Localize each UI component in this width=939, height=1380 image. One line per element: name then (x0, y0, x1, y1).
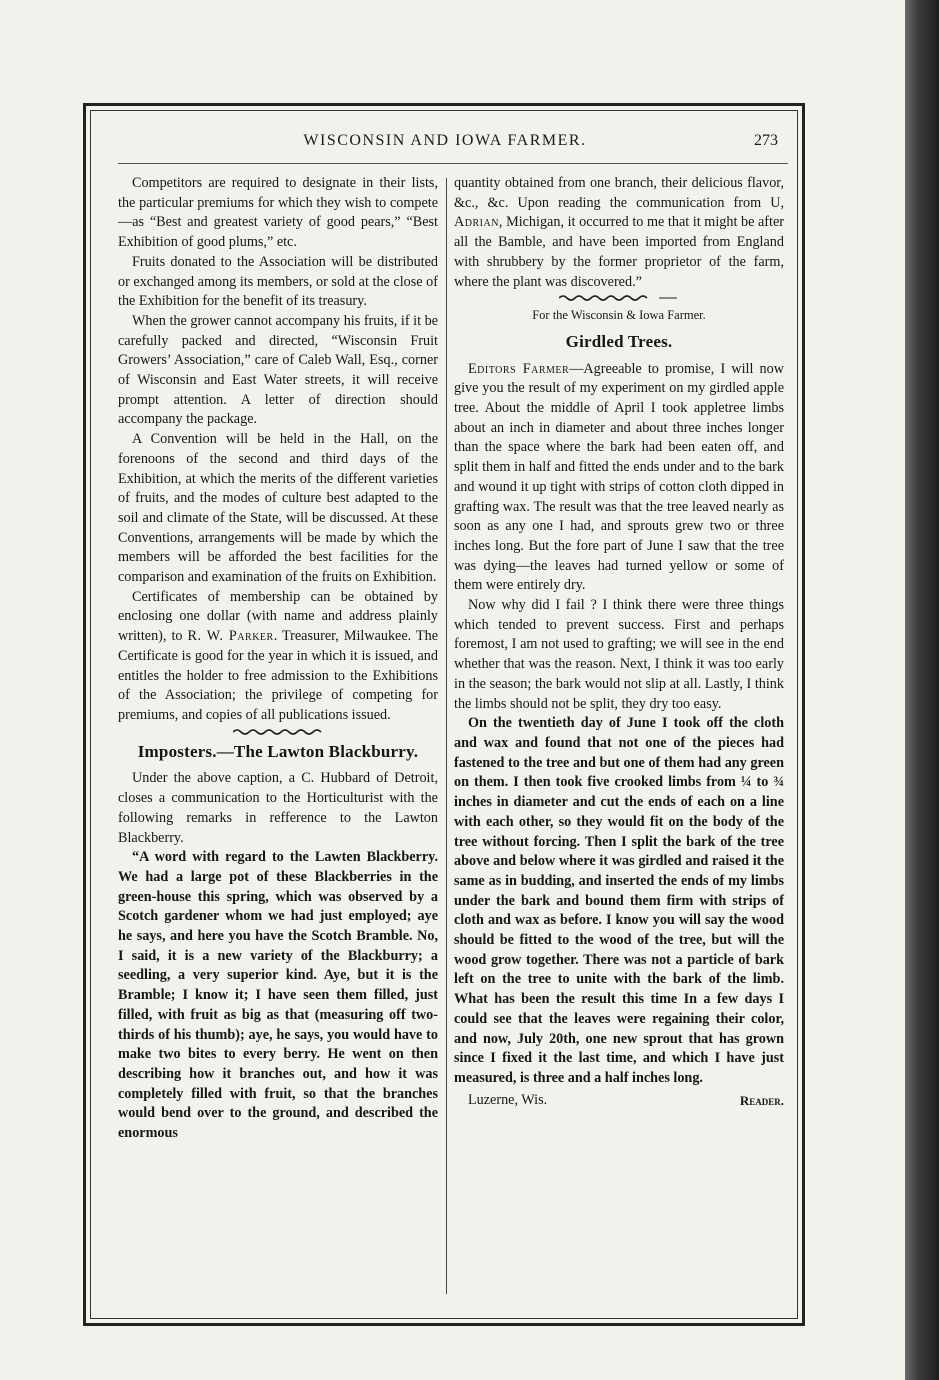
left-column (118, 174, 438, 1304)
paragraph: When the grower cannot accompany his fruits, if it be carefully packed and directed, “Wisconsin Fruit Growers’ Association,” care of Caleb Wall, Esq., corner of Wisconsin and East Water streets, it will receive prompt attention. A letter of direction should accompany the package. (118, 312, 438, 428)
article-title: Girdled Trees. (565, 331, 673, 351)
paragraph: Under the above caption, a C. Hubbard of Detroit, closes a communication to the Horticulturist with the following remarks in refference to the Lawton Blackberry. (118, 770, 438, 846)
certificates-paragraph (118, 588, 438, 726)
book-binding-edge (905, 0, 939, 1380)
column-divider (446, 178, 447, 1294)
header-rule (118, 163, 788, 164)
paragraph: A Convention will be held in the Hall, on the forenoons of the second and third days of the Exhibition, at which the merits of the different varieties of fruits, and the modes of culture best adapted to the soil and climate of the State, will be discussed. At these Conventions, arrangements will be made by which the members will be afforded the best facilities for the comparison and examination of the fruits on Exhibition. (118, 431, 438, 586)
paragraph: Competitors are required to designate in their lists, the particular premiums for which they wish to compete—as “Best and greatest variety of good pears,” “Best Exhibition of good plums,” etc. (118, 175, 438, 251)
page-header (100, 128, 790, 158)
page-number: 273 (754, 132, 778, 149)
running-title: WISCONSIN AND IOWA FARMER. (303, 132, 587, 149)
signoff (454, 1091, 784, 1111)
correspondent-name: Adrian (454, 214, 499, 231)
paragraph: Now why did I fail ? I think there were three things which tended to prevent success. First and perhaps foremost, I am not used to grafting; we will see in the end whether that was the reason. Next, I think it was too early in the season; the bark would not slip at all. Lastly, I think the limbs should not be split, they dry too easy. (454, 597, 784, 712)
text-run: quantity obtained from one branch, their delicious flavor, &c., &c. Upon reading the communication from U, (454, 175, 784, 211)
right-column (454, 174, 784, 1304)
paragraph: “A word with regard to the Lawten Blackberry. We had a large pot of these Blackberries in the green-house this spring, which was observed by a Scotch gardener whom we had just employed; aye he says, and here you have the Scotch Bramble. No, I said, it is a new variety of the Blackburry; a seedling, a very superior kind. Aye, but it is the Bramble; I know it; I have seen them filled, just filled, with fruit as big as that (measuring off two-thirds of his thumb); aye, he says, you would have to make two bites to every berry. He went on then describing how it branches out, and how it was completely filled with fruit, so that the branches would bend over to the ground, and described the enormous (118, 849, 438, 1142)
continuation-paragraph (454, 174, 784, 292)
article-title: Imposters.—The Lawton Blackburry. (137, 741, 419, 761)
text-run: Certificates of membership can be obtained by enclosing one dollar (with name and address plainly written), to (118, 588, 438, 645)
paragraph: On the twentieth day of June I took off the cloth and wax and found that not one of the pieces had fastened to the tree and but one of them had any green on them. I then took five crooked limbs from ¼ to ¾ inches in diameter and cut the ends of each on a line with each other, so they would fit on the body of the tree without forcing. Then I split the bark of the tree above and below where it was girdled and raised it the same as in budding, and inserted the ends of my limbs under the bark and bound them firm with strips of cloth and wax as before. I know you will say the wood should be fitted to the wood of the tree, but will the wood grow together. There was not a particle of bark left on the tree to unite with the bark of the limb. What has been the result this time In a few days I could see that the leaves were regaining their color, and now, July 20th, one new sprout that has grown since I fixed it the last time, and which I have just measured, is three and a half inches long. (454, 715, 784, 1086)
text-run: . Treasurer, Milwaukee. The Certificate is good for the year in which it is issued, and entitles the holder to free admission to the Exhibitions of the Association; the privilege of competing for premiums, and copies of all publications issued. (118, 628, 439, 723)
text-run: , Michigan, it occurred to me that it might be after all the Bamble, and have been imported from England with shrubbery by the former proprietor of the farm, where the plant was discovered.” (454, 214, 784, 290)
paragraph (454, 360, 784, 596)
section-ornament (559, 294, 679, 302)
treasurer-name: R. W. Parker (187, 628, 274, 645)
paragraph: Fruits donated to the Association will be distributed or exchanged among its members, or sold at the close of the Exhibition for the benefit of its treasury. (118, 253, 438, 310)
salutation: Editors Farmer (468, 360, 570, 377)
article-credit: For the Wisconsin & Iowa Farmer. (532, 308, 706, 323)
signature: Reader. (739, 1092, 784, 1108)
section-ornament (233, 728, 323, 736)
text-run: —Agreeable to promise, I will now give you the result of my experiment on my girdled apple tree. About the middle of April I took appletree limbs about an inch in diameter and about three inches longer than the space where the bark had been eaten off, and split them in half and fitted the ends under and to the bark and wound it up tight with strips of cotton cloth dipped in grafting wax. The result was that the tree leaved nearly as soon as any one I had, and sprouts grew two or three inches long. But the fore part of June I saw that the tree was dying—the leaves had turned yellow or some of them were entirely dry. (454, 360, 784, 594)
place-line: Luzerne, Wis. (468, 1091, 548, 1108)
